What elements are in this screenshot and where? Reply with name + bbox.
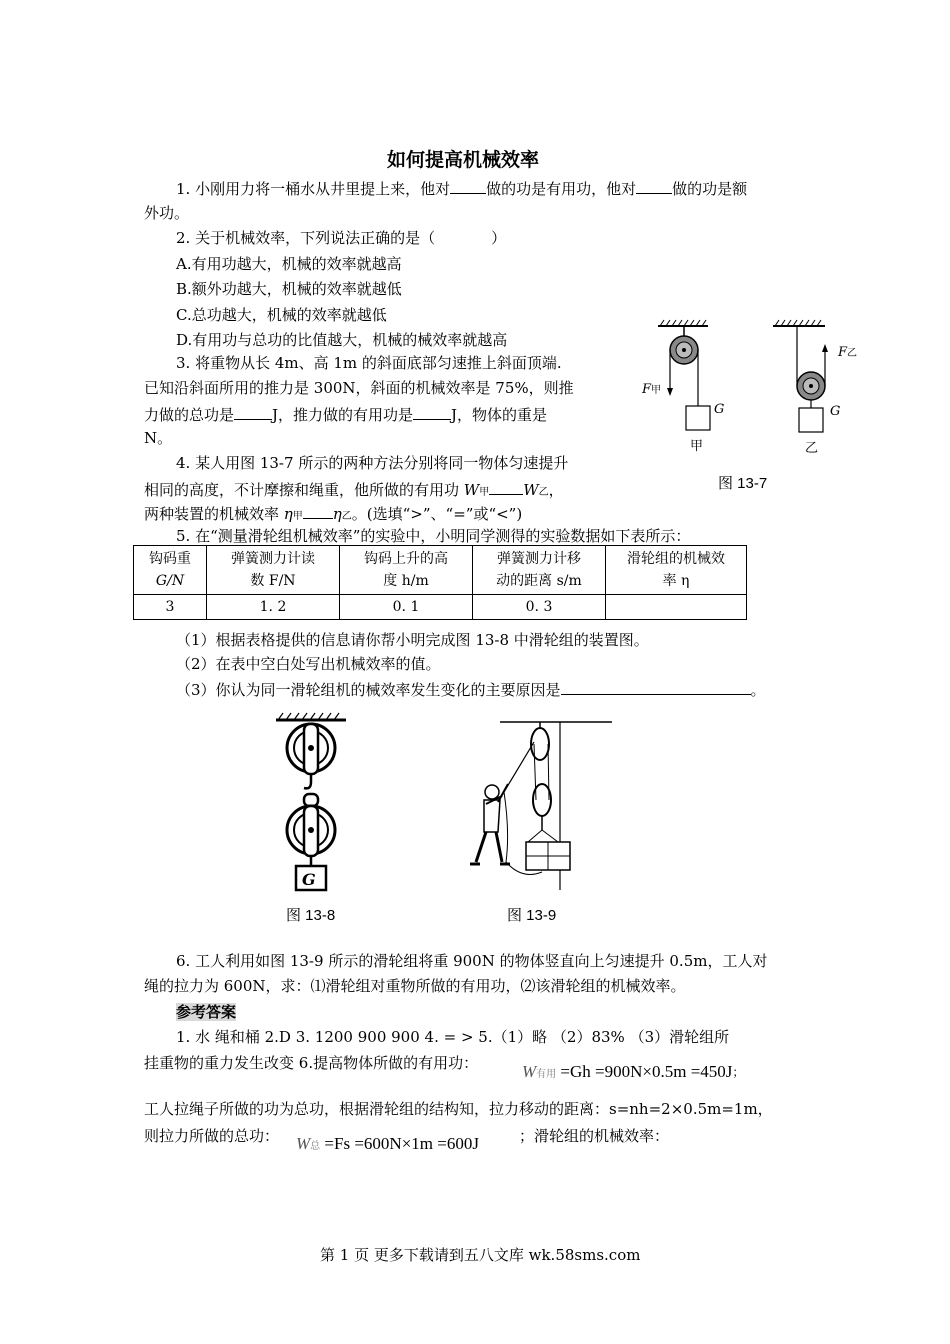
fig137-f-yi <box>838 343 857 364</box>
header-efficiency-l2: 率 η <box>662 573 690 589</box>
header-distance-l2: 动的距离 s/m <box>496 573 582 589</box>
answers-line-1: 1. 水 绳和桶 2.D 3. 1200 900 900 4. = > 5.（1）略 （2）83% （3）滑轮组所 <box>176 1028 730 1046</box>
fig138-g-label: G <box>302 870 316 889</box>
q3-line-3 <box>144 403 547 425</box>
q5-sub-2: （2）在表中空白处写出机械效率的值。 <box>176 655 441 673</box>
question-1-line-1 <box>176 177 747 199</box>
q3-line-1: 3. 将重物从长 4m、高 1m 的斜面底部匀速推上斜面顶端. <box>176 354 562 372</box>
formula-1-w: W <box>522 1062 537 1081</box>
q1-blank-1 <box>450 177 486 194</box>
q3-blank-1 <box>234 403 272 420</box>
header-weight-l2: G/N <box>155 573 185 589</box>
answers-heading-text: 参考答案 <box>176 1003 237 1021</box>
q1-text-c: 做的功是额 <box>672 180 748 198</box>
figure-13-7-caption: 图 13-7 <box>718 475 768 492</box>
q5-sub-3-text: （3）你认为同一滑轮组机的械效率发生变化的主要原因是 <box>176 681 561 699</box>
q4-blank-1 <box>489 478 523 495</box>
header-weight <box>134 546 207 595</box>
weight-box-jia <box>686 406 710 430</box>
question-1-line-2: 外功。 <box>144 204 190 222</box>
figure-13-9-worker-diagram <box>462 712 622 892</box>
q2-stem-close: ） <box>491 229 507 247</box>
q4-line-2 <box>144 478 564 503</box>
page-footer: 第 1 页 更多下载请到五八文库 wk.58sms.com <box>320 1246 641 1264</box>
page-title: 如何提高机械效率 <box>387 149 540 171</box>
q5-sub-3-end: 。 <box>750 681 766 699</box>
q3-line-2: 已知沿斜面所用的推力是 300N，斜面的机械效率是 75%，则推 <box>144 379 574 397</box>
header-height <box>340 546 473 595</box>
header-distance-l1: 弹簧测力计移 <box>497 551 581 567</box>
q5-sub-3 <box>176 678 766 700</box>
header-force-l2: 数 F/N <box>250 573 296 589</box>
formula-1-sub: 有用 <box>536 1069 557 1080</box>
q5-intro: 5. 在“测量滑轮组机械效率”的实验中，小明同学测得的实验数据如下表所示： <box>176 527 691 545</box>
table-row <box>134 595 747 620</box>
fig137-label-yi: 乙 <box>805 441 819 456</box>
q4-blank-2 <box>303 502 333 519</box>
header-distance <box>473 546 606 595</box>
fig137-f-jia-letter: F <box>642 382 652 397</box>
fig137-f-jia <box>642 380 661 401</box>
fig137-g-jia: G <box>714 402 725 417</box>
formula-useful-work <box>522 1062 744 1085</box>
formula-1-rest: =Gh =900N×0.5m =450J <box>560 1062 733 1081</box>
q4-sub-jia: 甲 <box>479 487 490 498</box>
q4-eta-sub-yi: 乙 <box>341 511 352 522</box>
header-force-l1: 弹簧测力计读 <box>231 551 315 567</box>
header-weight-l1: 钩码重 <box>149 551 191 567</box>
answers-line-3: 工人拉绳子所做的功为总功，根据滑轮组的结构知，拉力移动的距离：s=nh=2×0.5m=1m， <box>144 1100 773 1118</box>
cell-force: 1. 2 <box>207 595 340 620</box>
worker-head <box>485 785 499 799</box>
figure-13-9-caption: 图 13-9 <box>507 907 557 924</box>
answers-line-2: 挂重物的重力发生改变 6.提高物体所做的有用功： <box>144 1054 479 1072</box>
fig137-g-yi: G <box>830 404 841 419</box>
q4-text-d: 。(选填“>”、“=”或“<”) <box>351 505 523 523</box>
fig137-label-jia: 甲 <box>690 439 704 454</box>
formula-2-rest: =Fs =600N×1m =600J <box>324 1134 479 1153</box>
experiment-data-table <box>133 545 747 620</box>
q1-text-b: 做的功是有用功，他对 <box>486 180 637 198</box>
formula-1-end: ； <box>732 1065 745 1079</box>
q3-text-a: 力做的总功是 <box>144 406 235 424</box>
cell-distance: 0. 3 <box>473 595 606 620</box>
q3-line-4: N。 <box>144 429 173 447</box>
q2-stem-text: 2. 关于机械效率，下列说法正确的是（ <box>176 229 436 247</box>
table-header-row <box>134 546 747 595</box>
header-height-l2: 度 h/m <box>383 573 429 589</box>
formula-2-w: W <box>296 1134 311 1153</box>
q4-text-c: 两种装置的机械效率 <box>144 505 284 523</box>
answers-line-4a: 则拉力所做的总功： <box>144 1127 280 1145</box>
header-efficiency-l1: 滑轮组的机械效 <box>627 551 725 567</box>
answers-line-4b: ；滑轮组的机械效率： <box>519 1127 670 1145</box>
q3-text-b: J，推力做的有用功是 <box>272 406 414 424</box>
cell-weight: 3 <box>134 595 207 620</box>
question-2-stem <box>176 228 506 248</box>
answers-heading <box>176 1002 236 1022</box>
q2-option-d: D.有用功与总功的比值越大，机械的械效率就越高 <box>176 331 508 349</box>
q5-sub-3-blank <box>561 678 751 695</box>
weight-box-yi <box>799 408 823 432</box>
q4-eta-yi: η <box>332 505 342 523</box>
formula-2-sub: 总 <box>310 1141 321 1152</box>
header-height-l1: 钩码上升的高 <box>364 551 448 567</box>
q1-text-a: 1. 小刚用力将一桶水从井里提上来，他对 <box>176 180 451 198</box>
header-efficiency <box>606 546 747 595</box>
q5-sub-1: （1）根据表格提供的信息请你帮小明完成图 13-8 中滑轮组的装置图。 <box>176 631 649 649</box>
worker-upper-pulley <box>531 728 549 760</box>
q2-option-a: A.有用功越大，机械的效率就越高 <box>176 255 402 273</box>
q4-w-yi: W <box>523 481 539 499</box>
cell-efficiency <box>606 595 747 620</box>
q4-line-1: 4. 某人用图 13-7 所示的两种方法分别将同一物体匀速提升 <box>176 454 569 472</box>
q4-text-b: ， <box>548 481 564 499</box>
q2-option-c: C.总功越大，机械的效率就越低 <box>176 306 387 324</box>
q6-line-2: 绳的拉力为 600N，求：⑴滑轮组对重物所做的有用功，⑵该滑轮组的机械效率。 <box>144 977 686 995</box>
q2-option-b: B.额外功越大，机械的效率就越低 <box>176 280 402 298</box>
q3-text-c: J，物体的重是 <box>451 406 548 424</box>
q1-blank-2 <box>636 177 672 194</box>
q3-blank-2 <box>413 403 451 420</box>
figure-13-8-caption: 图 13-8 <box>286 907 336 924</box>
cell-height: 0. 1 <box>340 595 473 620</box>
q4-line-3 <box>144 502 522 527</box>
header-force <box>207 546 340 595</box>
q4-eta-jia: η <box>283 505 293 523</box>
q4-w-jia: W <box>463 481 480 499</box>
q4-sub-yi: 乙 <box>538 487 549 498</box>
fig137-f-yi-letter: F <box>838 345 848 360</box>
formula-total-work <box>296 1134 479 1157</box>
fig137-f-jia-sub: 甲 <box>651 385 662 396</box>
fig137-f-yi-sub: 乙 <box>847 348 858 359</box>
q4-eta-sub-jia: 甲 <box>292 511 303 522</box>
q4-text-a: 相同的高度，不计摩擦和绳重，他所做的有用功 <box>144 481 464 499</box>
q6-line-1: 6. 工人利用如图 13-9 所示的滑轮组将重 900N 的物体竖直向上匀速提升 0.5m，工人对 <box>176 952 768 970</box>
